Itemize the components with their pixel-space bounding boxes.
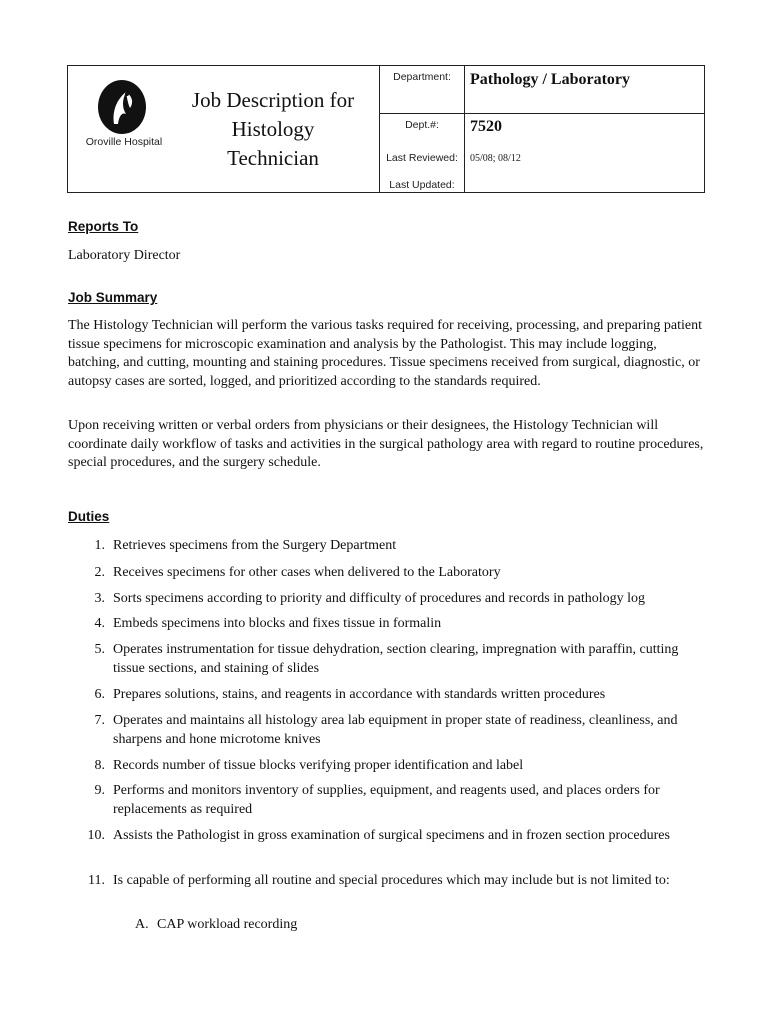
job-title-line-2: Histology [231,117,315,141]
duty-number: 2. [94,565,105,580]
sub-duty-text: CAP workload recording [157,917,298,932]
job-summary-paragraph-1: The Histology Technician will perform the various tasks required for receiving, processing, and preparing patient tissue specimens for microscopic examination and analysis by the Pathologist. This may include logging, batching, and cutting, mounting and staining procedures. Tissue specimens received from surgical, diagnostic, or autopsy cases are sorted, logged, and prioritized according to the standards required. [68,318,703,389]
duty-number: 4. [94,616,105,631]
duty-number: 10. [87,828,105,843]
duty-number: 7. [94,713,105,728]
reports-to-heading: Reports To [68,219,139,234]
duty-text: Receives specimens for other cases when delivered to the Laboratory [113,565,501,580]
duty-number: 9. [94,783,105,798]
duty-text: Embeds specimens into blocks and fixes tissue in formalin [113,616,442,631]
hospital-logo-icon [92,78,152,136]
duty-number: 11. [88,873,105,888]
duty-text: Is capable of performing all routine and special procedures which may include but is not limited to: [113,873,670,888]
hospital-logo [68,66,178,192]
job-title [173,86,373,173]
sub-duty-letter: A. [135,917,149,932]
duty-number: 6. [94,687,105,702]
sub-duty-item [135,915,297,934]
job-summary-heading: Job Summary [68,290,158,305]
duty-text: Prepares solutions, stains, and reagents in accordance with standards written procedures [113,687,606,702]
hospital-name: Oroville Hospital [85,136,163,148]
duty-text: Sorts specimens according to priority and difficulty of procedures and records in pathology log [113,591,645,606]
duty-text: Assists the Pathologist in gross examination of surgical specimens and in frozen section procedures [113,828,670,843]
duty-text: Operates and maintains all histology area lab equipment in proper state of readiness, cleanliness, and sharpens and hone microtome knives [113,713,678,747]
reports-to-text: Laboratory Director [68,248,181,263]
department-value: Pathology / Laboratory [470,71,630,88]
duty-text: Operates instrumentation for tissue dehydration, section clearing, impregnation with paraffin, cutting tissue sections, and staining of slides [113,642,679,676]
last-updated-label: Last Updated: [389,179,455,191]
dept-num-label: Dept.#: [405,119,439,131]
duty-text: Performs and monitors inventory of supplies, equipment, and reagents used, and places orders for replacements as required [113,783,660,817]
header-divider [464,66,465,192]
duty-text: Records number of tissue blocks verifying proper identification and label [113,758,524,773]
job-title-line-3: Technician [227,146,319,170]
header-divider [379,113,704,114]
duties-heading: Duties [68,509,110,524]
duty-number: 8. [94,758,105,773]
duty-number: 5. [94,642,105,657]
duty-text: Retrieves specimens from the Surgery Department [113,538,397,553]
job-summary-paragraph-2: Upon receiving written or verbal orders from physicians or their designees, the Histology Technician will coordinate daily workflow of tasks and activities in the surgical pathology area with regard to routine procedures, special procedures, and the surgery schedule. [68,418,704,470]
last-reviewed-label: Last Reviewed: [386,152,458,164]
dept-num-value: 7520 [470,118,502,135]
duty-number: 3. [94,591,105,606]
document-header-table [67,65,705,193]
duty-number: 1. [94,538,105,553]
department-label: Department: [393,71,451,83]
last-reviewed-value: 05/08; 08/12 [470,153,521,164]
job-title-line-1: Job Description for [191,88,355,112]
